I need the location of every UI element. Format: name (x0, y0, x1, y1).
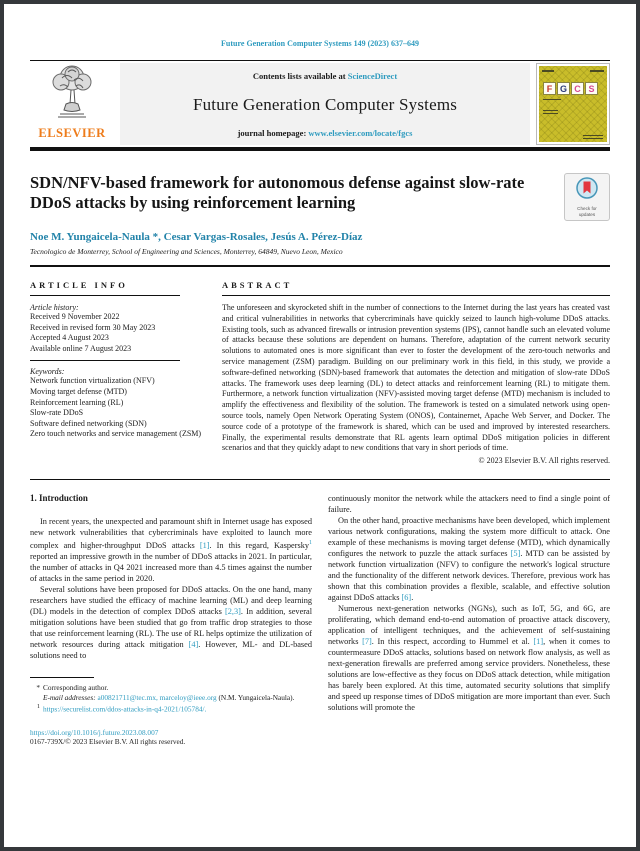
keywords-label: Keywords: (30, 367, 65, 377)
abstract-copyright: © 2023 Elsevier B.V. All rights reserved. (478, 456, 610, 466)
article-title: SDN/NFV-based framework for autonomous defense against slow-rate DDoS attacks by using reinforcement learning (30, 173, 525, 213)
cover-letter-s: S (585, 82, 598, 95)
footnote-1: $^1$ https://securelist.com/ddos-attacks-in-q4-2021/105784/. (37, 703, 207, 713)
keyword-item: Moving target defense (MTD) (30, 386, 127, 396)
elsevier-logo (30, 63, 114, 145)
body-right-column (328, 493, 610, 747)
footnote-rule (30, 677, 94, 678)
elsevier-wordmark: ELSEVIER (38, 126, 106, 140)
email-suffix: (N.M. Yungaicela-Naula). (218, 692, 295, 702)
cover-decor-line (543, 99, 561, 100)
cover-fgcs-logo (543, 82, 598, 95)
check-for-updates-button[interactable] (564, 173, 610, 221)
keyword-item: Slow-rate DDoS (30, 408, 84, 418)
author-list[interactable]: Noe M. Yungaicela-Naula *, Cesar Vargas-Rosales, Jesús A. Pérez-Díaz (30, 231, 363, 243)
corresponding-author-note: * Corresponding author. (30, 683, 312, 693)
article-info-heading: ARTICLE INFO (30, 280, 128, 290)
doi-block (30, 728, 312, 747)
journal-cover-thumbnail (536, 63, 610, 145)
elsevier-tree-icon (46, 62, 98, 125)
email-label: E-mail addresses: (43, 692, 96, 702)
abstract-heading: ABSTRACT (222, 280, 293, 290)
history-item: Accepted 4 August 2023 (30, 333, 109, 343)
article-info-column (30, 280, 208, 465)
abstract-rule (222, 295, 610, 296)
journal-banner (120, 63, 530, 145)
abstract-text: The unforeseen and skyrocketed shift in the number of connections to the Internet during the last years has created vast and critical vulnerabilities in networks that cybercriminals have quickly seized to launch high-volume DDoS attacks. Existing tools, such as advanced firewalls or intrusion prevention systems (IPS), cannot handle such an elevated volume of attacks because these solutions are dependent on humans. Therefore, adaptation of the current network security solutions to automated ones is more significant than ever to foster the development of the zero-touch networks and service management (ZSM) paradigm. Building on our preliminary work in this field, in this study, we provide a software-defined networking (SDN)-based framework that automates the detection and mitigation of slow-rate DDoS attacks. The framework uses deep learning (DL) to detect attacks and reinforcement learning (RL) to mitigate them. Furthermore, a network function virtualization (NFV)-assisted moving target defense (MTD) mechanism is included to amplify the effectiveness and flexibility of the solution. The framework is tested on a simulated network using open-source tools, namely Open Network Operating System (ONOS), Containernet, Apache Web Server, and Docker. The source code of a prototype of the framework is shared, which can be used and improved by interested researchers. Finally, the experimental results demonstrate that RL agents learn optimal DDoS mitigation policies in different scenarios and that they quickly adapt to new conditions that vary in short periods of time. (222, 303, 610, 453)
check-updates-label: Check for updates (577, 206, 597, 217)
cover-decor-line (542, 70, 554, 72)
cover-letter-f: F (543, 82, 556, 95)
intro-paragraph: On the other hand, proactive mechanisms have been developed, which implement various network configurations, making the system more difficult to attack. One example of these mechanisms is moving target defense (MTD), which dynamically configures the network to puzzle the attack surfaces [5]. MTD can be assisted by network function virtualization (NFV) to configure the network's logical structure and the functionality of the different network devices. Therefore, previous work has shown that this combination provides a flexible, scalable, and effective solution against DDoS attacks [6]. (328, 516, 610, 603)
contents-line (253, 71, 397, 81)
history-item: Available online 7 August 2023 (30, 343, 132, 353)
section-heading-introduction: 1. Introduction (30, 493, 88, 504)
abstract-bottom-rule (30, 479, 610, 480)
cover-decor-line (543, 113, 558, 114)
abstract-column (222, 280, 610, 465)
keyword-item: Network function virtualization (NFV) (30, 376, 155, 386)
cover-letter-g: G (557, 82, 570, 95)
intro-paragraph: Several solutions have been proposed for DDoS attacks. On the one hand, many researchers have studied the efficacy of machine learning (ML) and deep learning (DL) models in the detection of complex DDoS attacks [2,3]. In addition, several mitigation solutions have been studied that go from traffic drop strategies to those that use reinforcement learning (RL). The use of RL helps optimize the utilization of network resources during attack mitigation [4]. However, ML- and DL-based solutions need to (30, 584, 313, 660)
cover-decor-line (583, 138, 603, 139)
journal-homepage-link[interactable]: www.elsevier.com/locate/fgcs (308, 128, 413, 138)
history-item: Received in revised form 30 May 2023 (30, 322, 156, 332)
keyword-item: Zero touch networks and service management (ZSM) (30, 429, 202, 439)
journal-header (30, 63, 610, 145)
journal-cover-art (539, 66, 607, 142)
intro-paragraph: In recent years, the unexpected and paramount shift in Internet usage has exposed new network vulnerabilities that cybercriminals have exploited to launch more complex and higher-throughput DDoS attacks [1]. In this regard, Kaspersky$^1$ reported an impressive growth in the number of DDoS attacks in 2021. In particular, the number of attacks in Q4 2021 increased more than 4.5 times against the number of attacks in the same period in 2020. (30, 517, 313, 583)
issn-copyright: 0167-739X/© 2023 Elsevier B.V. All rights reserved. (30, 737, 186, 747)
article-info-rule (30, 295, 180, 296)
affiliation: Tecnologico de Monterrey, School of Engineering and Sciences, Monterrey, 64849, Nuevo Leon, Mexico (30, 247, 343, 256)
journal-title: Future Generation Computer Systems (192, 94, 458, 114)
doi-link[interactable]: https://doi.org/10.1016/j.future.2023.08.007 (30, 727, 159, 737)
running-head-citation: Future Generation Computer Systems 149 (2023) 637–649 (221, 39, 419, 48)
keyword-item: Software defined networking (SDN) (30, 418, 147, 428)
cover-letter-c: C (571, 82, 584, 95)
cover-decor-line (543, 110, 558, 111)
history-item: Received 9 November 2022 (30, 312, 120, 321)
sciencedirect-link[interactable]: ScienceDirect (347, 71, 398, 81)
email-link-2[interactable]: marceloy@ieee.org (159, 692, 217, 702)
body-left-column (30, 493, 312, 747)
intro-paragraph: Numerous next-generation networks (NGNs), such as IoT, 5G, and 6G, are proliferating, which demand end-to-end automation of proactive attack discovery, application of intelligent techniques, and the achievement of self-sustaining networks [7]. In this respect, according to Hummel et al. [1], when it comes to countermeasure DDoS attacks, solutions based on network flow analysis, as well as next-generation firewalls are preferred among service providers. Nonetheless, these solutions are low-effective as they focus on DDoS attack detection, while mitigation has barely been explored. At this time, automated security solutions that simplify and speed up response times of DDoS mitigation are more important than ever. Such solutions will promote the (328, 604, 610, 713)
footnote-1-url[interactable]: https://securelist.com/ddos-attacks-in-q4-2021/105784/. (43, 703, 207, 713)
email-link-1[interactable]: a00821711@tec.mx, (97, 692, 158, 702)
email-note (30, 693, 312, 703)
title-block-rule (30, 265, 610, 267)
homepage-prefix: journal homepage: (237, 128, 309, 138)
footnote-star: * (36, 682, 40, 692)
history-label: Article history: (30, 303, 79, 312)
header-bottom-rule (30, 147, 610, 151)
cover-decor-line (590, 70, 604, 72)
paper-page (4, 4, 636, 847)
info-divider-rule (30, 360, 180, 361)
intro-paragraph-continuation: continuously monitor the network while the attackers need to find a single point of failure. (328, 494, 610, 515)
contents-prefix: Contents lists available at (252, 71, 348, 81)
homepage-line (238, 128, 413, 138)
cover-decor-line (583, 135, 603, 136)
header-top-rule (30, 60, 610, 61)
check-updates-icon (575, 176, 599, 205)
footnotes (30, 677, 312, 714)
keyword-item: Reinforcement learning (RL) (30, 397, 124, 407)
